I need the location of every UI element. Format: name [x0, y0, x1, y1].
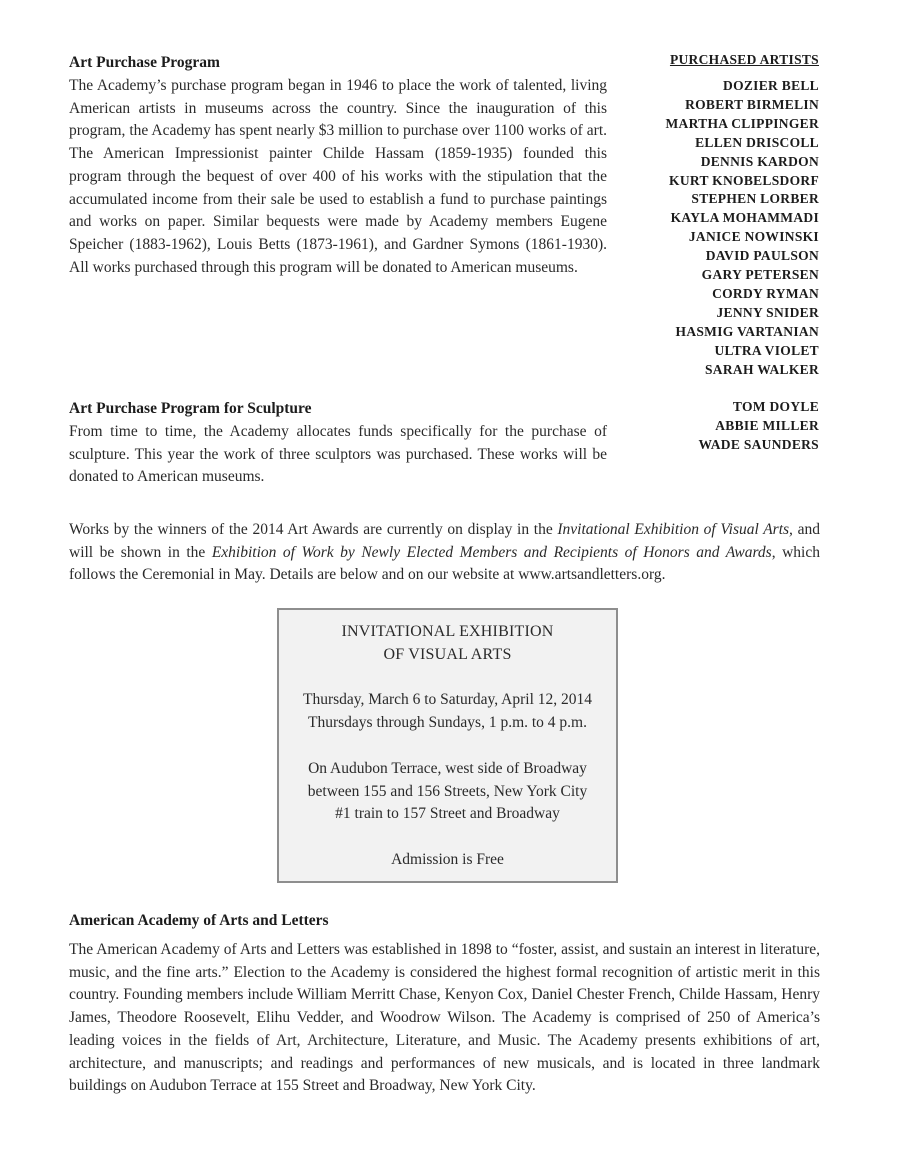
academy-body: The American Academy of Arts and Letters was established in 1898 to “foster, assist, and sustain an interest in literature, music, and the fine arts.” Election to the Academy is considered the highest formal recognition of artistic merit in this country. Founding members include William Merritt Chase, Kenyon Cox, Daniel Chester French, Childe Hassam, Henry James, Theodore Roosevelt, Elihu Vedder, and Woodrow Wilson. The Academy is comprised of 250 of America’s leading voices in the fields of Art, Architecture, Literature, and Music. The Academy presents exhibitions of art, architecture, and manuscripts; and readings and performances of new musicals, and is located in three landmark buildings on Audubon Terrace at 155 Street and Broadway, New York City. — [69, 941, 820, 1095]
artist-name: CORDY RYMAN — [712, 285, 819, 301]
artist-name: KURT KNOBELSDORF — [669, 172, 819, 188]
exhibition-title-line2: OF VISUAL ARTS — [383, 645, 512, 663]
purchased-artists-title: PURCHASED ARTISTS — [669, 52, 819, 67]
artist-name: DENNIS KARDON — [700, 153, 819, 169]
exhibition-info-box — [277, 608, 618, 883]
works-text-1: Works by the winners of the 2014 Art Awards are currently on display in the — [69, 521, 558, 538]
works-text-3: , which follows the Ceremonial in May. Details are below and on our website at www.artsandletters.org. — [69, 543, 820, 584]
exhibition-dates: Thursday, March 6 to Saturday, April 12, 2014 — [303, 691, 592, 709]
artist-name: KAYLA MOHAMMADI — [670, 210, 819, 226]
art-purchase-heading: Art Purchase Program — [69, 54, 220, 71]
artist-name: STEPHEN LORBER — [691, 191, 819, 207]
exhibition-admission: Admission is Free — [391, 850, 504, 868]
artist-name: SARAH WALKER — [705, 361, 819, 377]
newly-elected-exhibition-title: Exhibition of Work by Newly Elected Members and Recipients of Honors and Awards — [211, 543, 772, 561]
exhibition-hours: Thursdays through Sundays, 1 p.m. to 4 p.m. — [308, 714, 587, 732]
art-purchase-body: The Academy’s purchase program began in 1946 to place the work of talented, living American artists in museums across the country. Since the inauguration of this program, the Academy has spent nearly $3 million to purchase over 1100 works of art. The American Impressionist painter Childe Hassam (1859-1935) founded this program through the bequest of over 400 of his works with the stipulation that the accumulated income from their sale be used to establish a fund to purchase paintings and works on paper. Similar bequests were made by Academy members Eugene Speicher (1883-1962), Louis Betts (1873-1961), and Gardner Symons (1861-1930). All works purchased through this program will be donated to American museums. — [69, 77, 607, 276]
artist-name: HASMIG VARTANIAN — [675, 323, 819, 339]
sculptor-name: ABBIE MILLER — [715, 417, 819, 433]
artist-name: JANICE NOWINSKI — [688, 229, 819, 245]
artist-name: ELLEN DRISCOLL — [695, 134, 819, 150]
sculptors-list — [698, 398, 819, 455]
artist-name: MARTHA CLIPPINGER — [665, 115, 819, 131]
works-on-display-paragraph — [69, 519, 820, 587]
artist-name: GARY PETERSEN — [701, 267, 819, 283]
sculpture-body: From time to time, the Academy allocates funds specifically for the purchase of sculpture. This year the work of three sculptors was purchased. These works will be donated to American museums. — [69, 423, 607, 486]
artist-name: DOZIER BELL — [723, 78, 819, 93]
invitational-exhibition-title: Invitational Exhibition of Visual Arts, — [557, 521, 793, 538]
artist-name: ROBERT BIRMELIN — [685, 96, 819, 112]
exhibition-transit: #1 train to 157 Street and Broadway — [335, 805, 560, 823]
artist-name: DAVID PAULSON — [705, 248, 819, 264]
works-text-2: and will be shown in the — [69, 521, 820, 561]
sculptor-name: WADE SAUNDERS — [698, 436, 819, 452]
sculpture-heading: Art Purchase Program for Sculpture — [69, 400, 312, 417]
exhibition-location-2: between 155 and 156 Streets, New York City — [307, 782, 588, 800]
sculptor-name: TOM DOYLE — [732, 399, 819, 414]
artist-name: JENNY SNIDER — [716, 304, 819, 320]
exhibition-location-1: On Audubon Terrace, west side of Broadway — [308, 759, 587, 777]
academy-heading: American Academy of Arts and Letters — [69, 912, 329, 929]
exhibition-title-line1: INVITATIONAL EXHIBITION — [341, 623, 554, 640]
purchased-artists-list — [665, 77, 819, 380]
artist-name: ULTRA VIOLET — [714, 342, 819, 358]
